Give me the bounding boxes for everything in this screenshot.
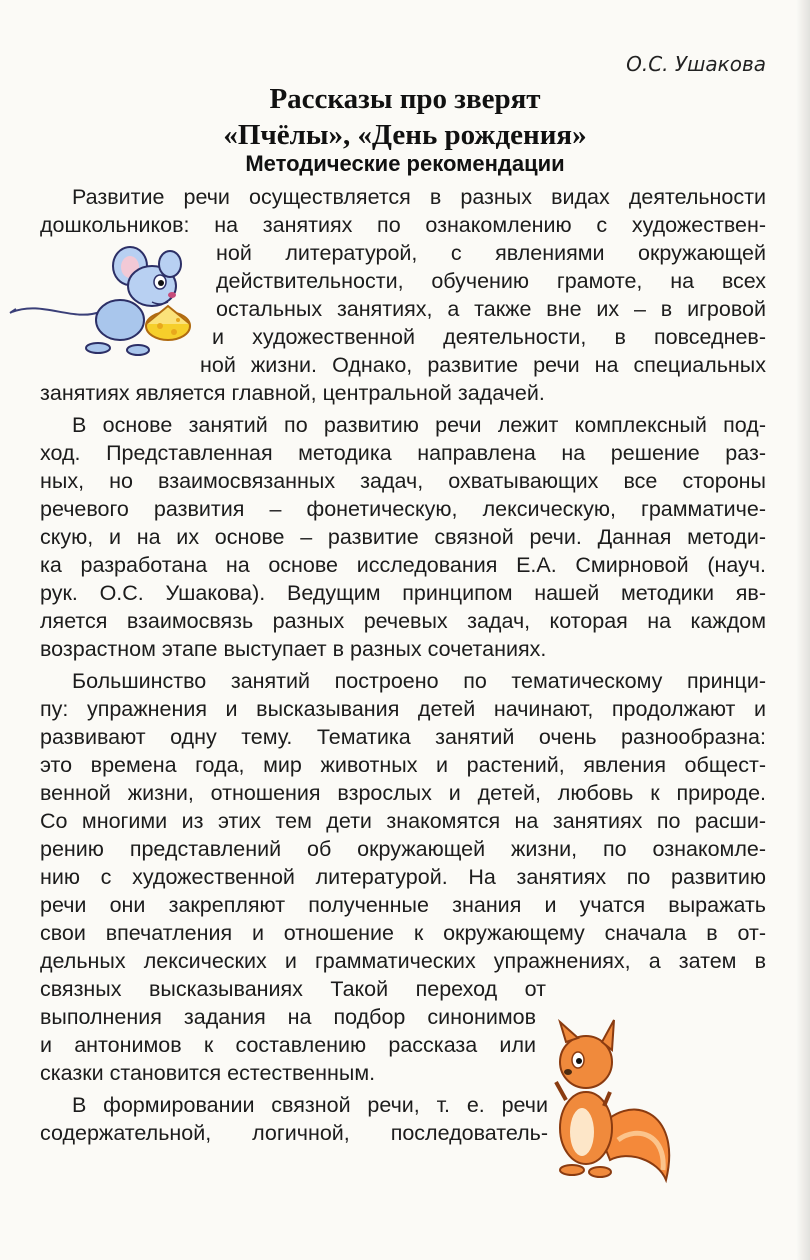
text-line: занятиях является главной, центральной задачей. xyxy=(40,381,545,405)
text-line: связных высказываниях Такой переход от xyxy=(40,977,546,1001)
text-line: рению представлений об окружающей жизни, по ознакомле- xyxy=(40,837,766,861)
text-line: выполнения задания на подбор синонимов xyxy=(40,1005,536,1029)
subtitle: Методические рекомендации xyxy=(245,151,565,176)
text-line: ной жизни. Однако, развитие речи на специальных xyxy=(200,353,766,377)
text-line: развивают одну тему. Тематика занятий очень разнообразна: xyxy=(40,725,766,749)
title-line-1: Рассказы про зверят xyxy=(269,83,541,115)
text-line: ной литературой, с явлениями окружающей xyxy=(216,241,766,265)
text-line: сказки становится естественным. xyxy=(40,1061,376,1085)
text-line: ход. Представленная методика направлена на решение раз- xyxy=(40,441,766,465)
text-line: ка разработана на основе исследования Е.А. Смирновой (науч. xyxy=(40,553,766,577)
text-line: дошкольников: на занятиях по ознакомлению с художествен- xyxy=(40,213,766,237)
text-line: и антонимов к составлению рассказа или xyxy=(40,1033,536,1057)
text-line: свои впечатления и отношение к окружающему сначала в от- xyxy=(40,921,766,945)
text-line: венной жизни, отношения взрослых и детей, любовь к природе. xyxy=(40,781,766,805)
text-line: ляется взаимосвязь разных речевых задач, которая на каждом xyxy=(40,609,766,633)
text-line: Со многими из этих тем дети знакомятся на занятиях по расши- xyxy=(40,809,766,833)
text-line: действительности, обучению грамоте, на всех xyxy=(216,269,766,293)
text-line: речи они закрепляют полученные знания и учатся выражать xyxy=(40,893,766,917)
text-line: В формировании связной речи, т. е. речи xyxy=(72,1093,548,1117)
text-line: рук. О.С. Ушакова). Ведущим принципом нашей методики яв- xyxy=(40,581,766,605)
text-line: Развитие речи осуществляется в разных видах деятельности xyxy=(72,185,766,209)
squirrel-illustration xyxy=(548,1010,678,1188)
page-edge-shadow xyxy=(796,0,810,1260)
text-line: ных, но взаимосвязанных задач, охватывающих все стороны xyxy=(40,469,766,493)
text-line: речевого развития – фонетическую, лексическую, грамматиче- xyxy=(40,497,766,521)
text-line: дельных лексических и грамматических упражнениях, а затем в xyxy=(40,949,766,973)
mouse-illustration xyxy=(2,240,202,360)
text-line: пу: упражнения и высказывания детей начинают, продолжают и xyxy=(40,697,766,721)
text-line: скую, и на их основе – развитие связной речи. Данная методи- xyxy=(40,525,766,549)
text-line: возрастном этапе выступает в разных сочетаниях. xyxy=(40,637,547,661)
text-line: остальных занятиях, а также вне их – в игровой xyxy=(216,297,766,321)
title-line-2: «Пчёлы», «День рождения» xyxy=(223,119,587,151)
text-line: это времена года, мир животных и растений, явления общест- xyxy=(40,753,766,777)
author-name: О.С. Ушакова xyxy=(626,52,766,76)
text-line: содержательной, логичной, последователь- xyxy=(40,1121,548,1145)
text-line: нию с художественной литературой. На занятиях по развитию xyxy=(40,865,766,889)
text-line: и художественной деятельности, в повседнев- xyxy=(212,325,766,349)
text-line: Большинство занятий построено по тематическому принци- xyxy=(72,669,766,693)
text-line: В основе занятий по развитию речи лежит комплексный под- xyxy=(72,413,766,437)
